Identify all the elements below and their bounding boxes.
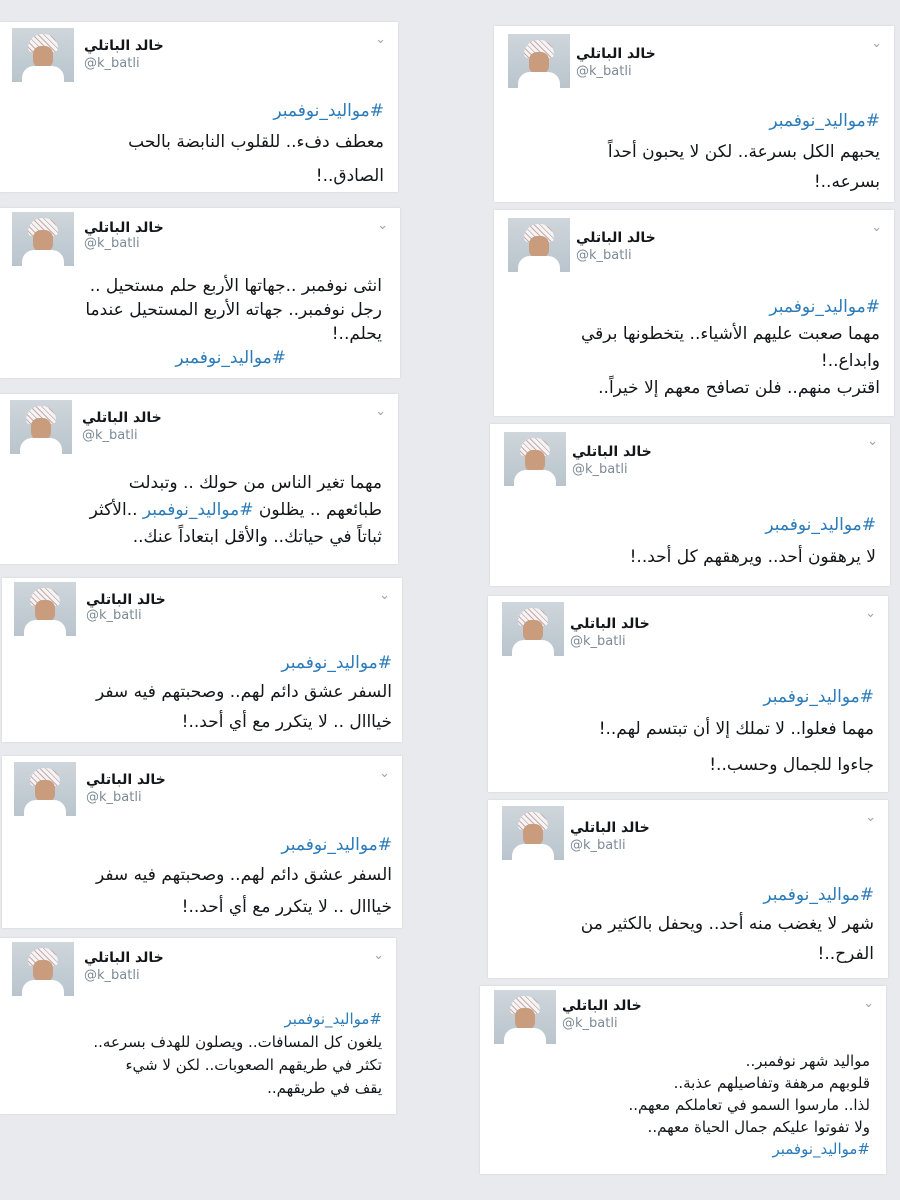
author-name[interactable]: خالد الباتلي bbox=[572, 444, 652, 460]
tweet-text bbox=[630, 512, 876, 575]
author-handle[interactable]: @k_batli bbox=[84, 968, 140, 983]
author-name[interactable]: خالد الباتلي bbox=[576, 230, 656, 246]
chevron-down-icon[interactable]: ⌄ bbox=[871, 220, 882, 235]
hashtag[interactable]: #مواليد_نوفمبر bbox=[142, 500, 254, 520]
author-handle[interactable]: @k_batli bbox=[84, 236, 140, 251]
tweet-text bbox=[581, 294, 880, 402]
tweet-text bbox=[96, 832, 392, 923]
avatar[interactable] bbox=[12, 212, 74, 266]
chevron-down-icon[interactable]: ⌄ bbox=[867, 434, 878, 449]
avatar[interactable] bbox=[502, 806, 564, 860]
tweet-text bbox=[85, 274, 382, 370]
hashtag[interactable]: #مواليد_نوفمبر bbox=[284, 1010, 382, 1028]
tweet-line: رجل نوفمبر.. جهاته الأربع المستحيل عندما bbox=[85, 300, 382, 320]
hashtag[interactable]: #مواليد_نوفمبر bbox=[769, 297, 880, 317]
chevron-down-icon[interactable]: ⌄ bbox=[373, 948, 384, 963]
tweet-line: السفر عشق دائم لهم.. وصحبتهم فيه سفر bbox=[95, 865, 392, 885]
hashtag[interactable]: #مواليد_نوفمبر bbox=[281, 653, 392, 673]
tweet-line: ولا تفوتوا عليكم جمال الحياة معهم.. bbox=[647, 1118, 870, 1136]
tweet-line: يلغون كل المسافات.. ويصلون للهدف بسرعه.. bbox=[93, 1033, 382, 1051]
chevron-down-icon[interactable]: ⌄ bbox=[379, 766, 390, 781]
tweet-line bbox=[90, 497, 382, 524]
author-name[interactable]: خالد الباتلي bbox=[562, 998, 642, 1014]
author-name[interactable]: خالد الباتلي bbox=[82, 410, 162, 426]
tweet-line: مواليد شهر نوفمبر.. bbox=[745, 1052, 870, 1070]
tweet-line: مهما تغير الناس من حولك .. وتبدلت bbox=[128, 473, 382, 493]
tweet-text bbox=[90, 470, 382, 551]
author-handle[interactable]: @k_batli bbox=[82, 428, 138, 443]
tweet-line: يحلم..! bbox=[331, 324, 382, 344]
chevron-down-icon[interactable]: ⌄ bbox=[871, 36, 882, 51]
hashtag[interactable]: #مواليد_نوفمبر bbox=[281, 835, 392, 855]
tweet-text bbox=[599, 684, 874, 783]
tweet-line: جاءوا للجمال وحسب..! bbox=[709, 755, 874, 775]
chevron-down-icon[interactable]: ⌄ bbox=[375, 32, 386, 47]
tweet-line: تكثر في طريقهم الصعوبات.. لكن لا شيء bbox=[125, 1056, 382, 1074]
author-name[interactable]: خالد الباتلي bbox=[86, 772, 166, 788]
tweet-line: السفر عشق دائم لهم.. وصحبتهم فيه سفر bbox=[95, 682, 392, 702]
tweet-line: اقترب منهم.. فلن تصافح معهم إلا خيراً.. bbox=[598, 378, 880, 398]
chevron-down-icon[interactable]: ⌄ bbox=[377, 218, 388, 233]
avatar[interactable] bbox=[508, 34, 570, 88]
tweet-line: معطف دفء.. للقلوب النابضة بالحب bbox=[128, 132, 384, 152]
author-handle[interactable]: @k_batli bbox=[570, 634, 626, 649]
avatar[interactable] bbox=[12, 28, 74, 82]
tweet-line: قلوبهم مرهفة وتفاصيلهم عذبة.. bbox=[673, 1074, 870, 1092]
tweet-line: شهر لا يغضب منه أحد.. ويحفل بالكثير من bbox=[580, 914, 874, 934]
tweet-card[interactable] bbox=[494, 210, 894, 416]
hashtag[interactable]: #مواليد_نوفمبر bbox=[769, 111, 880, 131]
avatar[interactable] bbox=[508, 218, 570, 272]
avatar[interactable] bbox=[14, 762, 76, 816]
avatar[interactable] bbox=[494, 990, 556, 1044]
tweet-card[interactable] bbox=[488, 596, 888, 792]
tweet-text bbox=[608, 108, 880, 196]
hashtag[interactable]: #مواليد_نوفمبر bbox=[273, 101, 384, 121]
tweet-text bbox=[128, 98, 384, 193]
tweet-line: يقف في طريقهم.. bbox=[267, 1079, 382, 1097]
hashtag[interactable]: #مواليد_نوفمبر bbox=[765, 515, 876, 535]
tweet-line: وابداع..! bbox=[820, 351, 880, 371]
author-handle[interactable]: @k_batli bbox=[562, 1016, 618, 1031]
tweet-card[interactable] bbox=[490, 424, 890, 586]
tweet-text bbox=[581, 882, 874, 969]
tweet-text-segment: طبائعهم .. يظلون bbox=[253, 500, 382, 520]
avatar[interactable] bbox=[14, 582, 76, 636]
tweet-line: خيااال .. لا يتكرر مع أي أحد..! bbox=[181, 712, 392, 732]
tweet-card[interactable] bbox=[2, 578, 402, 742]
tweet-card[interactable] bbox=[0, 394, 398, 564]
author-handle[interactable]: @k_batli bbox=[576, 248, 632, 263]
tweet-line: لا يرهقون أحد.. ويرهقهم كل أحد..! bbox=[629, 547, 876, 567]
tweet-text bbox=[93, 1008, 382, 1100]
tweet-line: خيااال .. لا يتكرر مع أي أحد..! bbox=[181, 897, 392, 917]
author-name[interactable]: خالد الباتلي bbox=[86, 592, 166, 608]
author-name[interactable]: خالد الباتلي bbox=[570, 820, 650, 836]
tweet-card[interactable] bbox=[0, 22, 398, 192]
avatar[interactable] bbox=[502, 602, 564, 656]
hashtag[interactable]: #مواليد_نوفمبر bbox=[772, 1140, 870, 1158]
author-name[interactable]: خالد الباتلي bbox=[576, 46, 656, 62]
tweet-line: الصادق..! bbox=[315, 166, 384, 186]
chevron-down-icon[interactable]: ⌄ bbox=[863, 996, 874, 1011]
tweet-line: بسرعه..! bbox=[813, 172, 880, 192]
tweet-line: مهما صعبت عليهم الأشياء.. يتخطونها برقي bbox=[581, 324, 880, 344]
hashtag[interactable]: #مواليد_نوفمبر bbox=[175, 348, 286, 368]
chevron-down-icon[interactable]: ⌄ bbox=[865, 810, 876, 825]
tweet-line: الفرح..! bbox=[817, 944, 874, 964]
tweet-line: انثى نوفمبر ..جهاتها الأربع حلم مستحيل .. bbox=[89, 276, 382, 296]
chevron-down-icon[interactable]: ⌄ bbox=[375, 404, 386, 419]
tweet-text bbox=[96, 650, 392, 737]
avatar[interactable] bbox=[504, 432, 566, 486]
hashtag[interactable]: #مواليد_نوفمبر bbox=[763, 687, 874, 707]
author-handle[interactable]: @k_batli bbox=[86, 790, 142, 805]
author-handle[interactable]: @k_batli bbox=[572, 462, 628, 477]
chevron-down-icon[interactable]: ⌄ bbox=[379, 588, 390, 603]
hashtag[interactable]: #مواليد_نوفمبر bbox=[763, 885, 874, 905]
author-handle[interactable]: @k_batli bbox=[570, 838, 626, 853]
tweet-line: يحبهم الكل بسرعة.. لكن لا يحبون أحداً bbox=[607, 142, 880, 162]
chevron-down-icon[interactable]: ⌄ bbox=[865, 606, 876, 621]
tweet-card[interactable] bbox=[0, 938, 396, 1114]
tweet-card[interactable] bbox=[488, 800, 888, 978]
tweet-text-segment: ..الأكثر bbox=[89, 500, 143, 520]
tweet-card[interactable] bbox=[2, 756, 402, 928]
author-handle[interactable]: @k_batli bbox=[576, 64, 632, 79]
author-name[interactable]: خالد الباتلي bbox=[570, 616, 650, 632]
author-handle[interactable]: @k_batli bbox=[84, 56, 140, 71]
author-handle[interactable]: @k_batli bbox=[86, 608, 142, 623]
author-name[interactable]: خالد الباتلي bbox=[84, 220, 164, 236]
tweet-card[interactable] bbox=[0, 208, 400, 378]
tweet-line: ثباتاً في حياتك.. والأقل ابتعاداً عنك.. bbox=[132, 527, 382, 547]
avatar[interactable] bbox=[10, 400, 72, 454]
author-name[interactable]: خالد الباتلي bbox=[84, 950, 164, 966]
author-name[interactable]: خالد الباتلي bbox=[84, 38, 164, 54]
avatar[interactable] bbox=[12, 942, 74, 996]
tweet-card[interactable] bbox=[480, 986, 886, 1174]
tweet-card[interactable] bbox=[494, 26, 894, 202]
tweet-text bbox=[629, 1050, 871, 1160]
tweet-line: لذا.. مارسوا السمو في تعاملكم معهم.. bbox=[628, 1096, 870, 1114]
tweet-line: مهما فعلوا.. لا تملك إلا أن تبتسم لهم..! bbox=[598, 719, 874, 739]
